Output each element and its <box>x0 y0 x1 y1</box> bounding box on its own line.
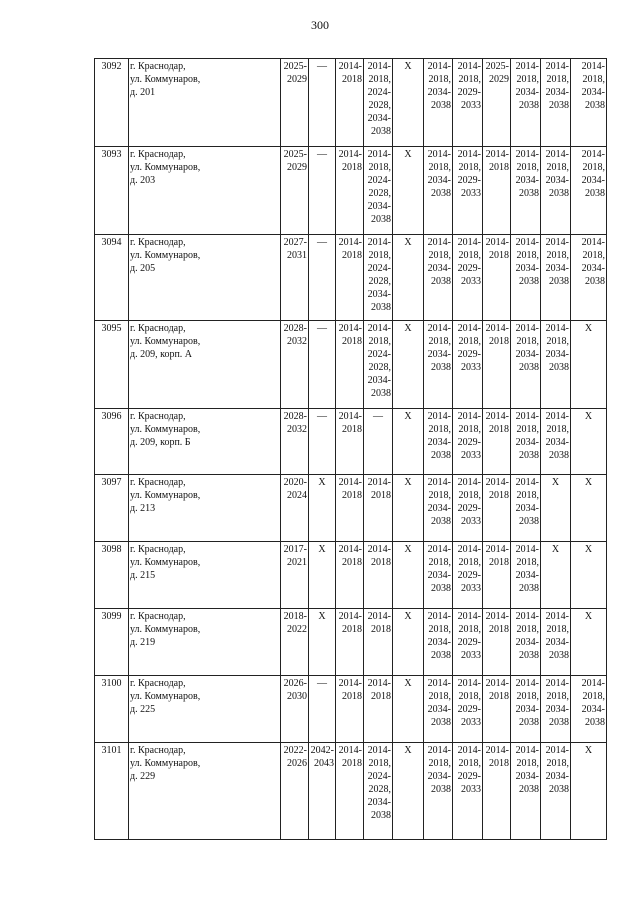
period-cell-6: 2014- 2018, 2034- 2038 <box>424 409 453 475</box>
period-cell-8: 2014- 2018 <box>483 542 511 609</box>
period-cell-7: 2014- 2018, 2029- 2033 <box>453 676 483 743</box>
period-cell-4: — <box>364 409 393 475</box>
period-cell-4: 2014- 2018 <box>364 676 393 743</box>
period-cell-6: 2014- 2018, 2034- 2038 <box>424 676 453 743</box>
table-row <box>95 475 607 542</box>
table-row <box>95 409 607 475</box>
period-cell-4: 2014- 2018 <box>364 542 393 609</box>
address-cell: г. Краснодар, ул. Коммунаров, д. 209, корп. Б <box>129 409 281 475</box>
period-cell-3: 2014- 2018 <box>336 743 364 840</box>
period-cell-1: 2026- 2030 <box>281 676 309 743</box>
period-cell-11: X <box>571 475 607 542</box>
period-cell-5: X <box>393 743 424 840</box>
row-number: 3097 <box>95 475 129 542</box>
period-cell-3: 2014- 2018 <box>336 147 364 235</box>
table-row <box>95 743 607 840</box>
period-cell-6: 2014- 2018, 2034- 2038 <box>424 743 453 840</box>
period-cell-7: 2014- 2018, 2029- 2033 <box>453 409 483 475</box>
period-cell-2: 2042- 2043 <box>309 743 336 840</box>
period-cell-10: X <box>541 475 571 542</box>
period-cell-2: — <box>309 321 336 409</box>
period-cell-9: 2014- 2018, 2034- 2038 <box>511 743 541 840</box>
period-cell-2: X <box>309 542 336 609</box>
period-cell-10: X <box>541 542 571 609</box>
table-row <box>95 235 607 321</box>
period-cell-7: 2014- 2018, 2029- 2033 <box>453 147 483 235</box>
period-cell-4: 2014- 2018, 2024- 2028, 2034- 2038 <box>364 743 393 840</box>
period-cell-10: 2014- 2018, 2034- 2038 <box>541 409 571 475</box>
period-cell-6: 2014- 2018, 2034- 2038 <box>424 609 453 676</box>
row-number: 3100 <box>95 676 129 743</box>
period-cell-4: 2014- 2018 <box>364 609 393 676</box>
period-cell-1: 2027- 2031 <box>281 235 309 321</box>
period-cell-6: 2014- 2018, 2034- 2038 <box>424 321 453 409</box>
period-cell-9: 2014- 2018, 2034- 2038 <box>511 59 541 147</box>
period-cell-11: X <box>571 743 607 840</box>
period-cell-10: 2014- 2018, 2034- 2038 <box>541 609 571 676</box>
period-cell-3: 2014- 2018 <box>336 235 364 321</box>
period-cell-2: X <box>309 475 336 542</box>
period-cell-7: 2014- 2018, 2029- 2033 <box>453 542 483 609</box>
period-cell-3: 2014- 2018 <box>336 475 364 542</box>
period-cell-7: 2014- 2018, 2029- 2033 <box>453 59 483 147</box>
period-cell-8: 2014- 2018 <box>483 475 511 542</box>
period-cell-2: — <box>309 676 336 743</box>
period-cell-9: 2014- 2018, 2034- 2038 <box>511 409 541 475</box>
period-cell-8: 2014- 2018 <box>483 321 511 409</box>
address-cell: г. Краснодар, ул. Коммунаров, д. 225 <box>129 676 281 743</box>
address-cell: г. Краснодар, ул. Коммунаров, д. 203 <box>129 147 281 235</box>
period-cell-1: 2028- 2032 <box>281 409 309 475</box>
period-cell-5: X <box>393 409 424 475</box>
period-cell-5: X <box>393 147 424 235</box>
period-cell-9: 2014- 2018, 2034- 2038 <box>511 321 541 409</box>
period-cell-1: 2025- 2029 <box>281 59 309 147</box>
period-cell-8: 2014- 2018 <box>483 147 511 235</box>
period-cell-11: 2014- 2018, 2034- 2038 <box>571 147 607 235</box>
address-cell: г. Краснодар, ул. Коммунаров, д. 209, корп. А <box>129 321 281 409</box>
period-cell-4: 2014- 2018 <box>364 475 393 542</box>
period-cell-6: 2014- 2018, 2034- 2038 <box>424 475 453 542</box>
period-cell-2: — <box>309 409 336 475</box>
table-row <box>95 609 607 676</box>
period-cell-1: 2022- 2026 <box>281 743 309 840</box>
period-cell-2: X <box>309 609 336 676</box>
period-cell-11: X <box>571 321 607 409</box>
period-cell-1: 2018- 2022 <box>281 609 309 676</box>
table-row <box>95 676 607 743</box>
period-cell-2: — <box>309 147 336 235</box>
period-cell-9: 2014- 2018, 2034- 2038 <box>511 475 541 542</box>
period-cell-5: X <box>393 475 424 542</box>
period-cell-3: 2014- 2018 <box>336 321 364 409</box>
row-number: 3095 <box>95 321 129 409</box>
row-number: 3101 <box>95 743 129 840</box>
period-cell-3: 2014- 2018 <box>336 542 364 609</box>
address-cell: г. Краснодар, ул. Коммунаров, д. 215 <box>129 542 281 609</box>
period-cell-7: 2014- 2018, 2029- 2033 <box>453 235 483 321</box>
period-cell-1: 2028- 2032 <box>281 321 309 409</box>
period-cell-10: 2014- 2018, 2034- 2038 <box>541 59 571 147</box>
period-cell-6: 2014- 2018, 2034- 2038 <box>424 235 453 321</box>
table-row <box>95 321 607 409</box>
period-cell-4: 2014- 2018, 2024- 2028, 2034- 2038 <box>364 321 393 409</box>
period-cell-3: 2014- 2018 <box>336 676 364 743</box>
period-cell-9: 2014- 2018, 2034- 2038 <box>511 235 541 321</box>
period-cell-11: X <box>571 542 607 609</box>
row-number: 3096 <box>95 409 129 475</box>
period-cell-9: 2014- 2018, 2034- 2038 <box>511 676 541 743</box>
row-number: 3093 <box>95 147 129 235</box>
address-cell: г. Краснодар, ул. Коммунаров, д. 219 <box>129 609 281 676</box>
period-cell-10: 2014- 2018, 2034- 2038 <box>541 676 571 743</box>
period-cell-8: 2014- 2018 <box>483 676 511 743</box>
period-cell-11: 2014- 2018, 2034- 2038 <box>571 59 607 147</box>
row-number: 3099 <box>95 609 129 676</box>
period-cell-3: 2014- 2018 <box>336 409 364 475</box>
period-cell-5: X <box>393 59 424 147</box>
period-cell-5: X <box>393 321 424 409</box>
period-cell-1: 2025- 2029 <box>281 147 309 235</box>
period-cell-11: X <box>571 409 607 475</box>
period-cell-2: — <box>309 59 336 147</box>
period-cell-9: 2014- 2018, 2034- 2038 <box>511 542 541 609</box>
table-row <box>95 59 607 147</box>
period-cell-8: 2014- 2018 <box>483 609 511 676</box>
period-cell-8: 2014- 2018 <box>483 409 511 475</box>
address-cell: г. Краснодар, ул. Коммунаров, д. 213 <box>129 475 281 542</box>
period-cell-5: X <box>393 676 424 743</box>
period-cell-11: 2014- 2018, 2034- 2038 <box>571 676 607 743</box>
row-number: 3094 <box>95 235 129 321</box>
period-cell-8: 2014- 2018 <box>483 743 511 840</box>
period-cell-1: 2020- 2024 <box>281 475 309 542</box>
address-cell: г. Краснодар, ул. Коммунаров, д. 229 <box>129 743 281 840</box>
row-number: 3098 <box>95 542 129 609</box>
period-cell-8: 2025- 2029 <box>483 59 511 147</box>
period-cell-7: 2014- 2018, 2029- 2033 <box>453 743 483 840</box>
period-cell-5: X <box>393 609 424 676</box>
period-cell-6: 2014- 2018, 2034- 2038 <box>424 59 453 147</box>
period-cell-8: 2014- 2018 <box>483 235 511 321</box>
table-row <box>95 147 607 235</box>
period-cell-3: 2014- 2018 <box>336 59 364 147</box>
period-cell-10: 2014- 2018, 2034- 2038 <box>541 743 571 840</box>
period-cell-11: 2014- 2018, 2034- 2038 <box>571 235 607 321</box>
period-cell-2: — <box>309 235 336 321</box>
period-cell-7: 2014- 2018, 2029- 2033 <box>453 475 483 542</box>
period-cell-4: 2014- 2018, 2024- 2028, 2034- 2038 <box>364 147 393 235</box>
table-row <box>95 542 607 609</box>
period-cell-3: 2014- 2018 <box>336 609 364 676</box>
repair-schedule-table <box>94 58 607 840</box>
period-cell-10: 2014- 2018, 2034- 2038 <box>541 321 571 409</box>
period-cell-9: 2014- 2018, 2034- 2038 <box>511 147 541 235</box>
period-cell-7: 2014- 2018, 2029- 2033 <box>453 321 483 409</box>
period-cell-6: 2014- 2018, 2034- 2038 <box>424 147 453 235</box>
address-cell: г. Краснодар, ул. Коммунаров, д. 201 <box>129 59 281 147</box>
period-cell-10: 2014- 2018, 2034- 2038 <box>541 235 571 321</box>
period-cell-11: X <box>571 609 607 676</box>
period-cell-6: 2014- 2018, 2034- 2038 <box>424 542 453 609</box>
period-cell-4: 2014- 2018, 2024- 2028, 2034- 2038 <box>364 235 393 321</box>
period-cell-10: 2014- 2018, 2034- 2038 <box>541 147 571 235</box>
period-cell-9: 2014- 2018, 2034- 2038 <box>511 609 541 676</box>
period-cell-1: 2017- 2021 <box>281 542 309 609</box>
period-cell-5: X <box>393 542 424 609</box>
row-number: 3092 <box>95 59 129 147</box>
address-cell: г. Краснодар, ул. Коммунаров, д. 205 <box>129 235 281 321</box>
period-cell-5: X <box>393 235 424 321</box>
page-number: 300 <box>311 18 329 32</box>
period-cell-7: 2014- 2018, 2029- 2033 <box>453 609 483 676</box>
period-cell-4: 2014- 2018, 2024- 2028, 2034- 2038 <box>364 59 393 147</box>
